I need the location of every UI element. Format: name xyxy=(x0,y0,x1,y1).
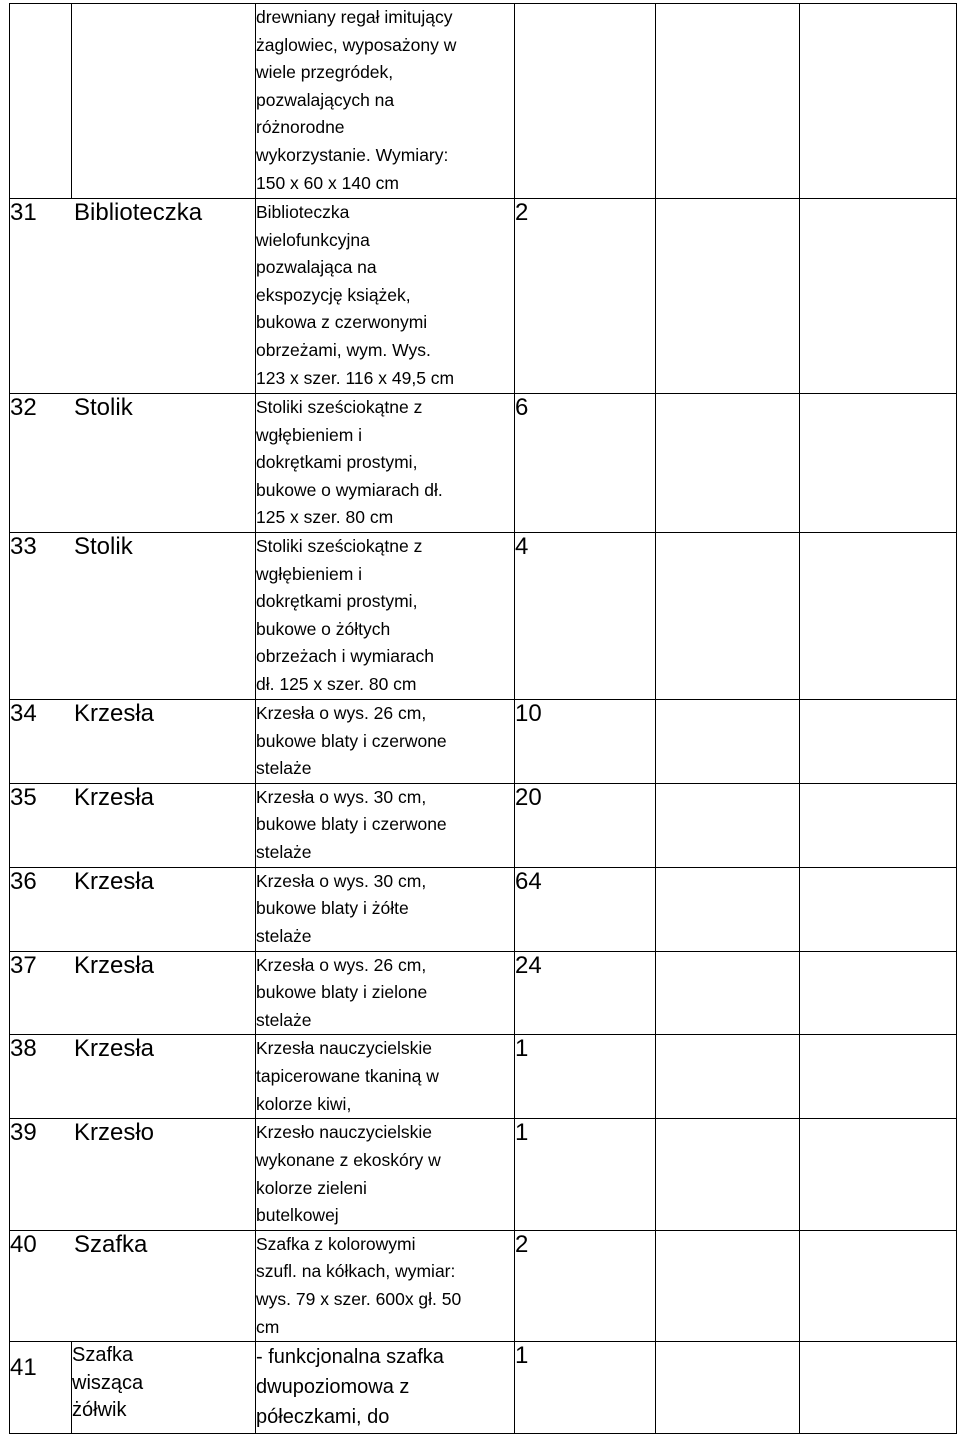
description-text: Stoliki sześciokątne z wgłębieniem i dokrętkami prostymi, bukowe o wymiarach dł. 125 x szer. 80 cm xyxy=(256,397,443,528)
item-name xyxy=(72,4,256,199)
item-name: Stolik xyxy=(74,394,133,421)
empty-cell xyxy=(656,1035,800,1119)
item-quantity: 2 xyxy=(515,199,656,394)
item-quantity: 20 xyxy=(515,783,656,867)
item-name xyxy=(72,1342,256,1434)
row-number: 31 xyxy=(10,199,37,226)
item-number-name xyxy=(10,1119,256,1230)
item-number-name xyxy=(10,394,256,533)
item-description xyxy=(256,4,515,199)
item-description xyxy=(256,1342,515,1434)
empty-cell xyxy=(800,783,957,867)
table-row xyxy=(10,700,957,784)
item-description xyxy=(256,533,515,700)
description-text: Biblioteczka wielofunkcyjna pozwalająca na ekspozycję książek, bukowa z czerwonymi obrzeżami, wym. Wys. 123 x szer. 116 x 49,5 cm xyxy=(256,202,455,388)
table-row xyxy=(10,1119,957,1230)
table-row xyxy=(10,1342,957,1434)
empty-cell xyxy=(656,867,800,951)
item-number-name xyxy=(10,1230,256,1341)
item-description xyxy=(256,700,515,784)
empty-cell xyxy=(800,867,957,951)
empty-cell xyxy=(656,1230,800,1341)
row-number: 37 xyxy=(10,951,37,979)
item-description xyxy=(256,951,515,1035)
item-quantity: 10 xyxy=(515,700,656,784)
empty-cell xyxy=(656,700,800,784)
row-number: 36 xyxy=(10,867,37,895)
empty-cell xyxy=(656,1119,800,1230)
item-number-name xyxy=(10,1035,256,1119)
row-number xyxy=(10,4,72,199)
item-quantity: 1 xyxy=(515,1035,656,1119)
item-name: Krzesła xyxy=(74,951,155,979)
table-row xyxy=(10,199,957,394)
empty-cell xyxy=(800,1035,957,1119)
row-number: 34 xyxy=(10,700,37,727)
item-quantity xyxy=(515,4,656,199)
table-row xyxy=(10,951,957,1035)
description-text: - funkcjonalna szafka dwupoziomowa z półeczkami, do xyxy=(256,1346,444,1429)
description-text: Stoliki sześciokątne z wgłębieniem i dokrętkami prostymi, bukowe o żółtych obrzeżach i wymiarach dł. 125 x szer. 80 cm xyxy=(256,536,434,694)
item-number-name xyxy=(10,533,256,700)
item-number-name xyxy=(10,199,256,394)
empty-cell xyxy=(800,1119,957,1230)
item-quantity: 24 xyxy=(515,951,656,1035)
empty-cell xyxy=(800,1342,957,1434)
row-number: 38 xyxy=(10,1035,37,1063)
description-text: Krzesła o wys. 26 cm, bukowe blaty i zielone stelaże xyxy=(256,954,428,1030)
item-number-name xyxy=(10,867,256,951)
table-row xyxy=(10,1230,957,1341)
item-name: Krzesło xyxy=(74,1119,155,1147)
description-text: Krzesła nauczycielskie tapicerowane tkaniną w kolorze kiwi, xyxy=(256,1038,439,1114)
row-number: 39 xyxy=(10,1119,37,1147)
description-text: Krzesła o wys. 26 cm, bukowe blaty i czerwone stelaże xyxy=(256,703,447,779)
row-number: 41 xyxy=(10,1342,72,1434)
table-row xyxy=(10,1035,957,1119)
empty-cell xyxy=(656,199,800,394)
table-row xyxy=(10,394,957,533)
table-row xyxy=(10,867,957,951)
item-number-name xyxy=(10,700,256,784)
item-name-text: Szafka wisząca żółwik xyxy=(72,1344,144,1422)
item-number-name xyxy=(10,783,256,867)
item-quantity: 4 xyxy=(515,533,656,700)
empty-cell xyxy=(800,700,957,784)
description-text: Krzesło nauczycielskie wykonane z ekoskóry w kolorze zieleni butelkowej xyxy=(256,1122,441,1226)
item-description xyxy=(256,1230,515,1341)
item-description xyxy=(256,783,515,867)
item-description xyxy=(256,394,515,533)
item-name: Szafka xyxy=(74,1230,148,1258)
description-text: Szafka z kolorowymi szufl. na kółkach, wymiar: wys. 79 x szer. 600x gł. 50 cm xyxy=(256,1233,462,1337)
empty-cell xyxy=(656,783,800,867)
row-number: 33 xyxy=(10,533,37,560)
item-name: Krzesła xyxy=(74,867,155,895)
empty-cell xyxy=(800,199,957,394)
item-name: Krzesła xyxy=(74,783,155,811)
item-quantity: 6 xyxy=(515,394,656,533)
table-row xyxy=(10,783,957,867)
empty-cell xyxy=(656,394,800,533)
row-number: 40 xyxy=(10,1230,37,1258)
row-number: 35 xyxy=(10,783,37,811)
empty-cell xyxy=(800,951,957,1035)
item-name: Biblioteczka xyxy=(74,199,203,226)
empty-cell xyxy=(656,4,800,199)
empty-cell xyxy=(656,533,800,700)
empty-cell xyxy=(800,533,957,700)
item-quantity: 1 xyxy=(515,1119,656,1230)
item-description xyxy=(256,1035,515,1119)
item-name: Stolik xyxy=(74,533,133,560)
inventory-table xyxy=(9,3,957,1434)
item-description xyxy=(256,867,515,951)
empty-cell xyxy=(800,394,957,533)
item-description xyxy=(256,199,515,394)
item-number-name xyxy=(10,951,256,1035)
item-quantity: 64 xyxy=(515,867,656,951)
description-text: Krzesła o wys. 30 cm, bukowe blaty i czerwone stelaże xyxy=(256,786,447,862)
empty-cell xyxy=(800,4,957,199)
item-name: Krzesła xyxy=(74,1035,155,1063)
table-row xyxy=(10,533,957,700)
table-row xyxy=(10,4,957,199)
item-description xyxy=(256,1119,515,1230)
item-name: Krzesła xyxy=(74,700,155,727)
empty-cell xyxy=(800,1230,957,1341)
description-text: drewniany regał imitujący żaglowiec, wyposażony w wiele przegródek, pozwalających na różnorodne wykorzystanie. Wymiary: 150 x 60 x 140 cm xyxy=(256,7,457,193)
description-text: Krzesła o wys. 30 cm, bukowe blaty i żółte stelaże xyxy=(256,870,427,946)
row-number: 32 xyxy=(10,394,37,421)
item-quantity: 1 xyxy=(515,1342,656,1434)
empty-cell xyxy=(656,951,800,1035)
item-quantity: 2 xyxy=(515,1230,656,1341)
empty-cell xyxy=(656,1342,800,1434)
